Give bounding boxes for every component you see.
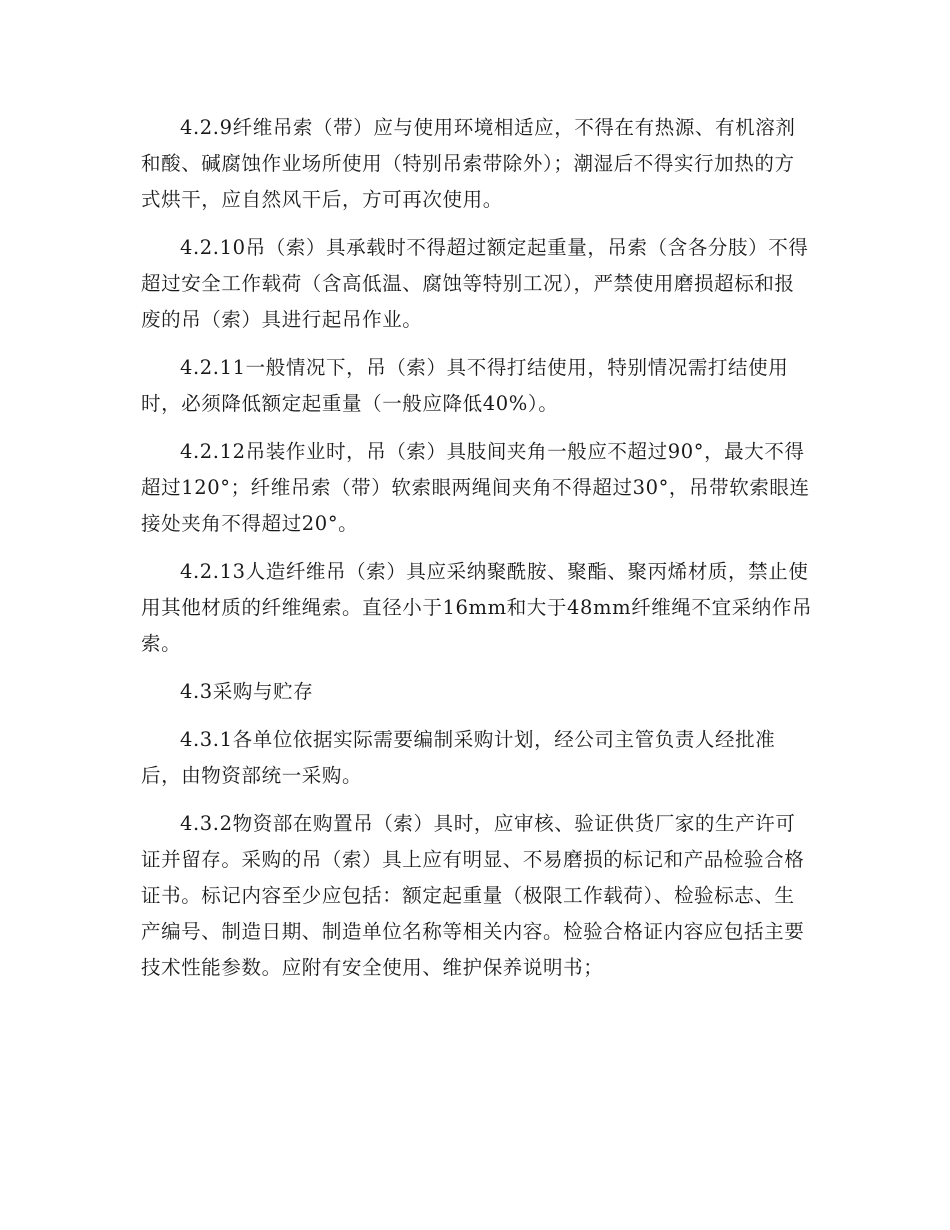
section-heading-4-3: 4.3采购与贮存 — [180, 680, 314, 703]
paragraph-4-2-9: 4.2.9纤维吊索（带）应与使用环境相适应，不得在有热源、有机溶剂和酸、碱腐蚀作业场所使用（特别吊索带除外）；潮湿后不得实行加热的方式烘干，应自然风干后，方可再次使用。 — [141, 116, 796, 211]
paragraph-4-3-2: 4.3.2物资部在购置吊（索）具时，应审核、验证供货厂家的生产许可证并留存。采购的吊（索）具上应有明显、不易磨损的标记和产品检验合格证书。标记内容至少应包括：额定起重量（极限工作载荷）、检验标志、生产编号、制造日期、制造单位名称等相关内容。检验合格证内容应包括主要技术性能参数。应附有安全使用、维护保养说明书； — [141, 812, 805, 979]
document-body — [141, 110, 813, 998]
paragraph-4-2-13: 4.2.13人造纤维吊（索）具应采纳聚酰胺、聚酯、聚丙烯材质，禁止使用其他材质的纤维绳索。直径小于16mm和大于48mm纤维绳不宜采纳作吊索。 — [141, 560, 813, 655]
paragraph-4-3-1: 4.3.1各单位依据实际需要编制采购计划，经公司主管负责人经批准后，由物资部统一采购。 — [141, 728, 776, 787]
paragraph-4-2-12: 4.2.12吊装作业时，吊（索）具肢间夹角一般应不超过90°，最大不得超过120°；纤维吊索（带）软索眼两绳间夹角不得超过30°，吊带软索眼连接处夹角不得超过20°。 — [141, 440, 810, 535]
paragraph-4-2-10: 4.2.10吊（索）具承载时不得超过额定起重量，吊索（含各分肢）不得超过安全工作载荷（含高低温、腐蚀等特别工况），严禁使用磨损超标和报废的吊（索）具进行起吊作业。 — [141, 236, 809, 331]
paragraph-4-2-11: 4.2.11一般情况下，吊（索）具不得打结使用，特别情况需打结使用时，必须降低额定起重量（一般应降低40%）。 — [141, 356, 789, 415]
